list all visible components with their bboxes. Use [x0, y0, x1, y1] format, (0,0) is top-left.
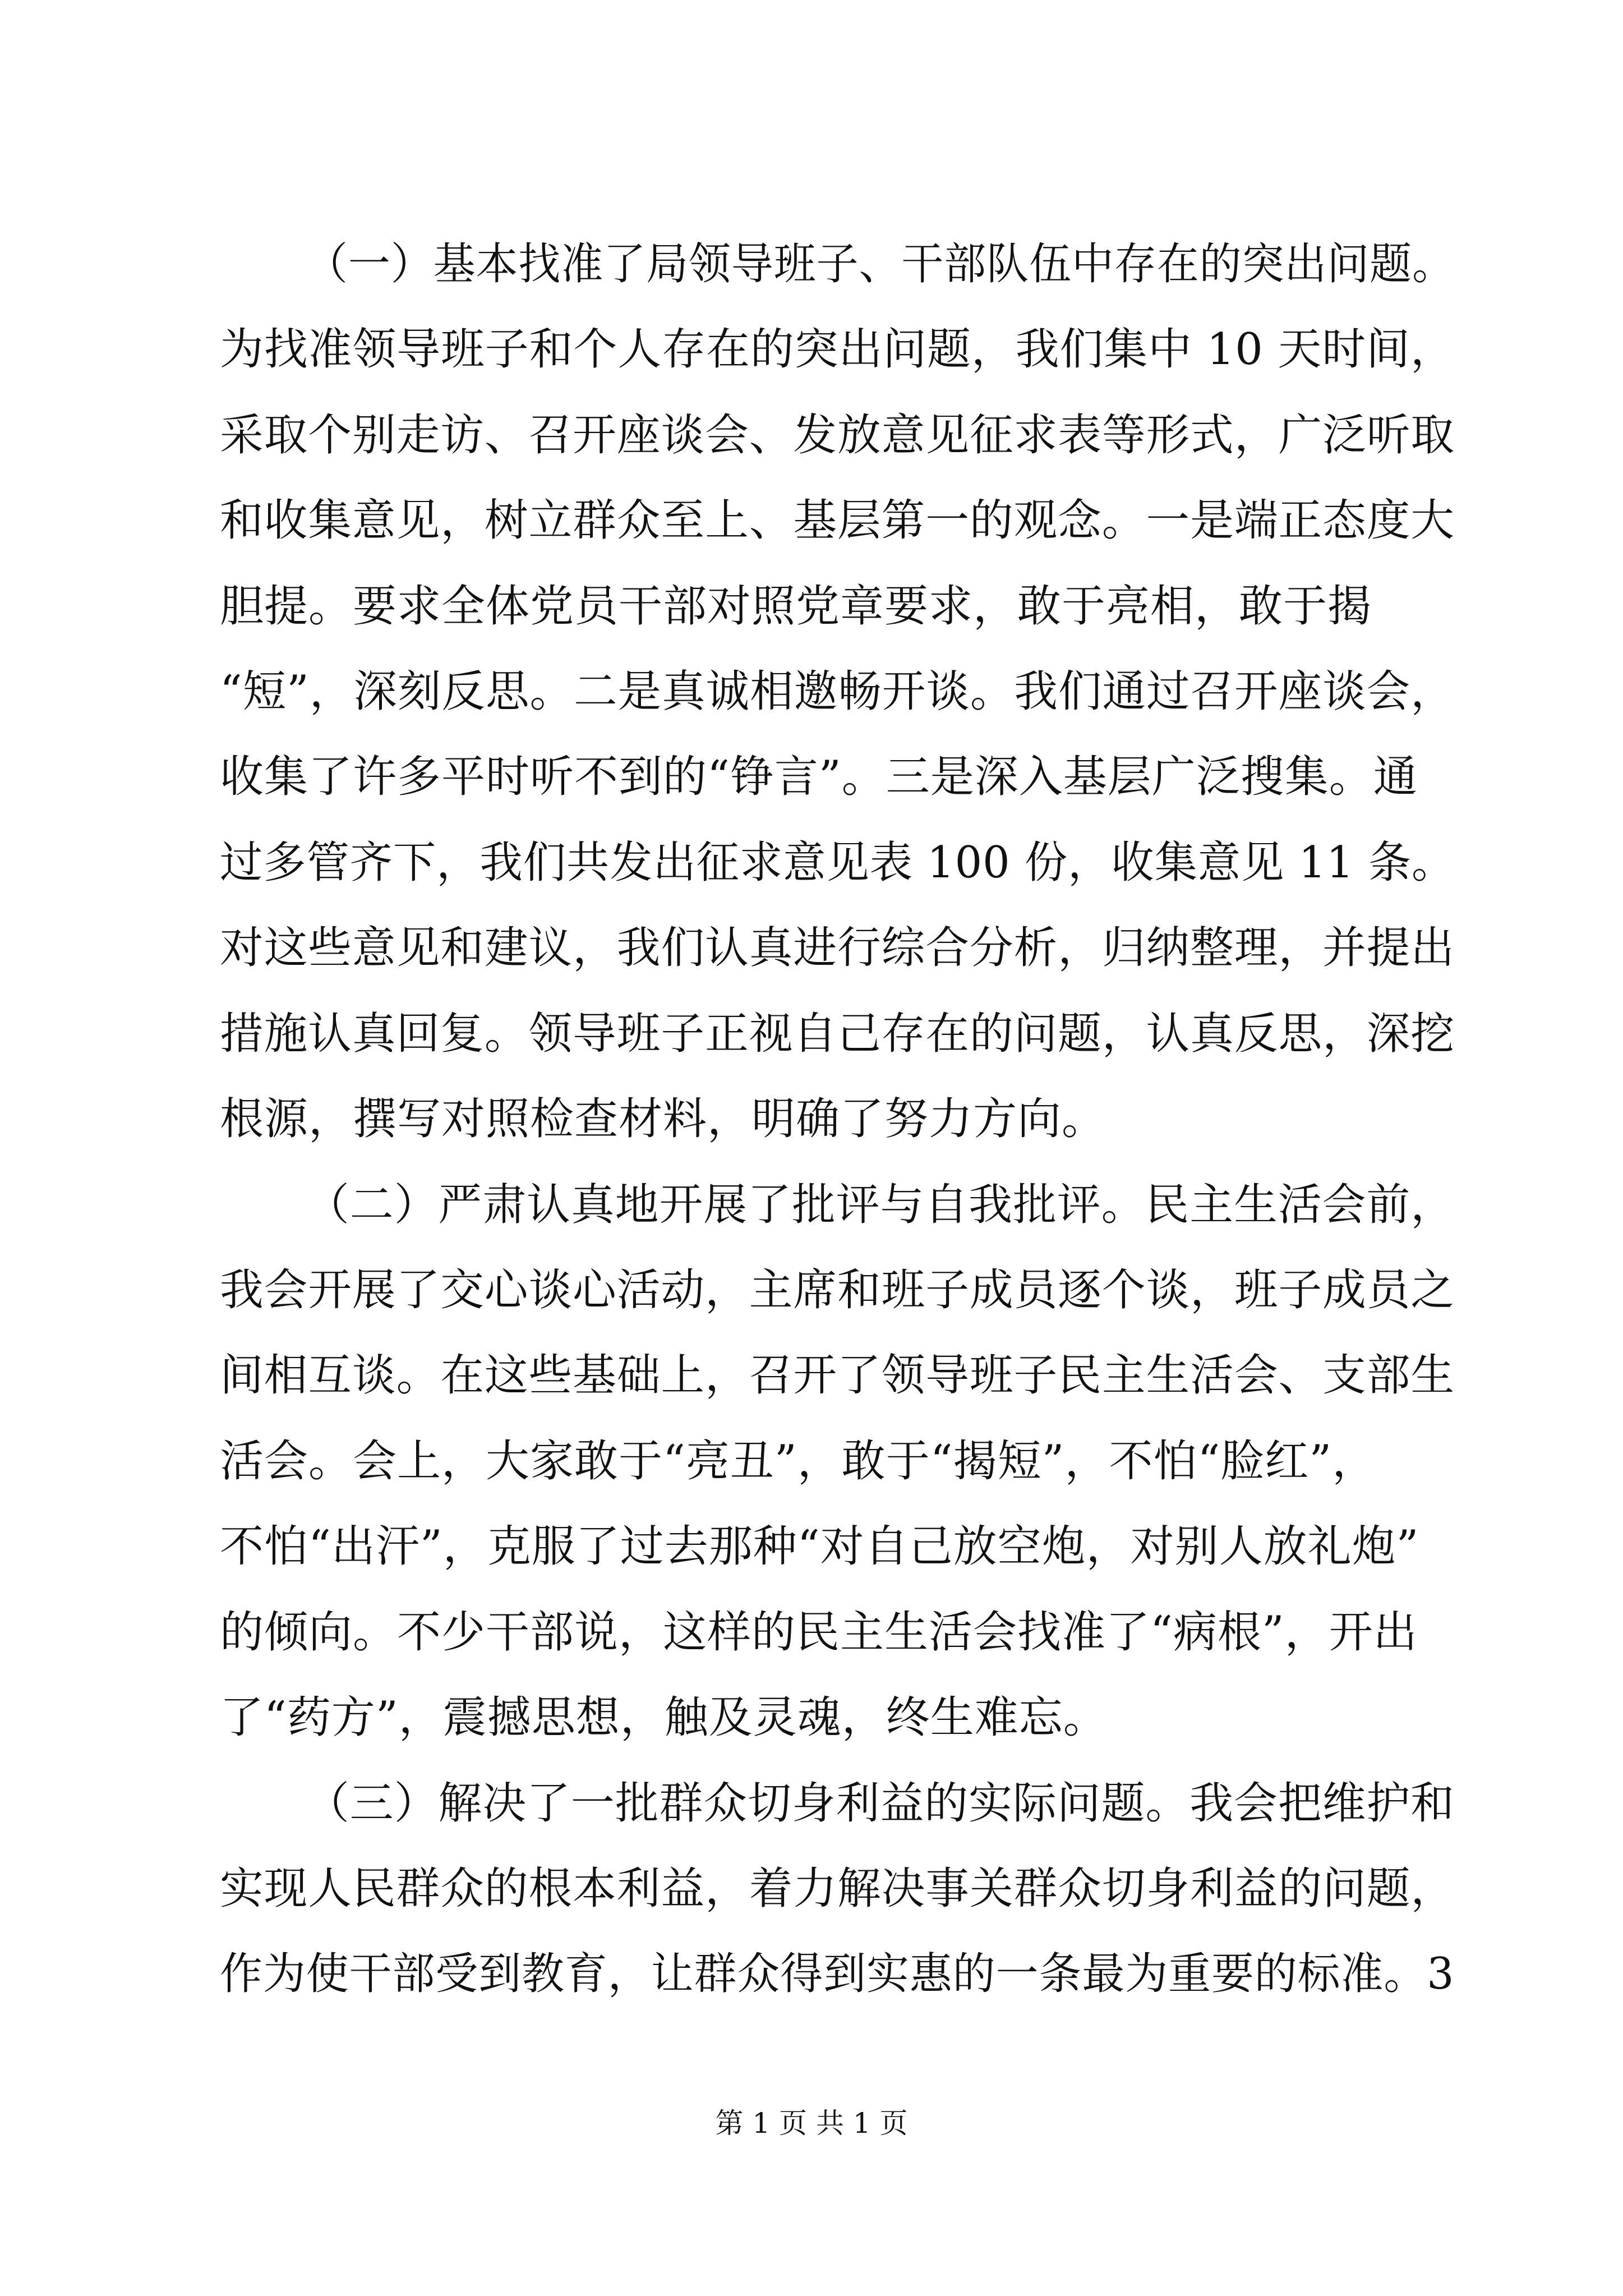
paragraph-1-line: 措施认真回复。领导班子正视自己存在的问题，认真反思，深挖	[220, 1009, 1455, 1059]
paragraph-1-line: 对这些意见和建议，我们认真进行综合分析，归纳整理，并提出	[220, 923, 1455, 973]
paragraph-2-line: 间相互谈。在这些基础上，召开了领导班子民主生活会、支部生	[220, 1350, 1455, 1401]
paragraph-1-heading-line: （一）基本找准了局领导班子、干部队伍中存在的突出问题。	[306, 239, 1455, 289]
paragraph-2-line: 的倾向。不少干部说，这样的民主生活会找准了“病根”，开出	[220, 1607, 1418, 1658]
paragraph-3-line: 作为使干部受到教育，让群众得到实惠的一条最为重要的标准。3	[220, 1949, 1455, 1999]
paragraph-1-line: 收集了许多平时听不到的“铮言”。三是深入基层广泛搜集。通	[220, 752, 1418, 802]
paragraph-1-line: 胆提。要求全体党员干部对照党章要求，敢于亮相，敢于揭	[220, 581, 1372, 632]
paragraph-2-line: 我会开展了交心谈心活动，主席和班子成员逐个谈，班子成员之	[220, 1265, 1455, 1315]
paragraph-1-line: 采取个别走访、召开座谈会、发放意见征求表等形式，广泛听取	[220, 410, 1455, 461]
paragraph-2-line: 活会。会上，大家敢于“亮丑”，敢于“揭短”，不怕“脸红”，	[220, 1436, 1377, 1487]
paragraph-2-line: 了“药方”，震撼思想，触及灵魂，终生难忘。	[220, 1692, 1108, 1743]
paragraph-1-line: 根源，撰写对照检查材料，明确了努力方向。	[220, 1094, 1106, 1144]
paragraph-2-heading-line: （二）严肃认真地开展了批评与自我批评。民主生活会前，	[306, 1180, 1455, 1230]
paragraph-2-line: 不怕“出汗”，克服了过去那种“对自己放空炮，对别人放礼炮”	[220, 1521, 1419, 1572]
paragraph-1-line: 和收集意见，树立群众至上、基层第一的观念。一是端正态度大	[220, 495, 1455, 546]
paragraph-1-line: “短”，深刻反思。二是真诚相邀畅开谈。我们通过召开座谈会，	[220, 666, 1455, 717]
page-number-footer: 第 1 页 共 1 页	[715, 2107, 908, 2139]
paragraph-3-heading-line: （三）解决了一批群众切身利益的实际问题。我会把维护和	[306, 1778, 1455, 1829]
paragraph-1-line: 过多管齐下，我们共发出征求意见表 100 份，收集意见 11 条。	[220, 838, 1455, 888]
paragraph-3-line: 实现人民群众的根本利益，着力解决事关群众切身利益的问题，	[220, 1864, 1455, 1914]
paragraph-1-line: 为找准领导班子和个人存在的突出问题，我们集中 10 天时间，	[220, 324, 1455, 375]
